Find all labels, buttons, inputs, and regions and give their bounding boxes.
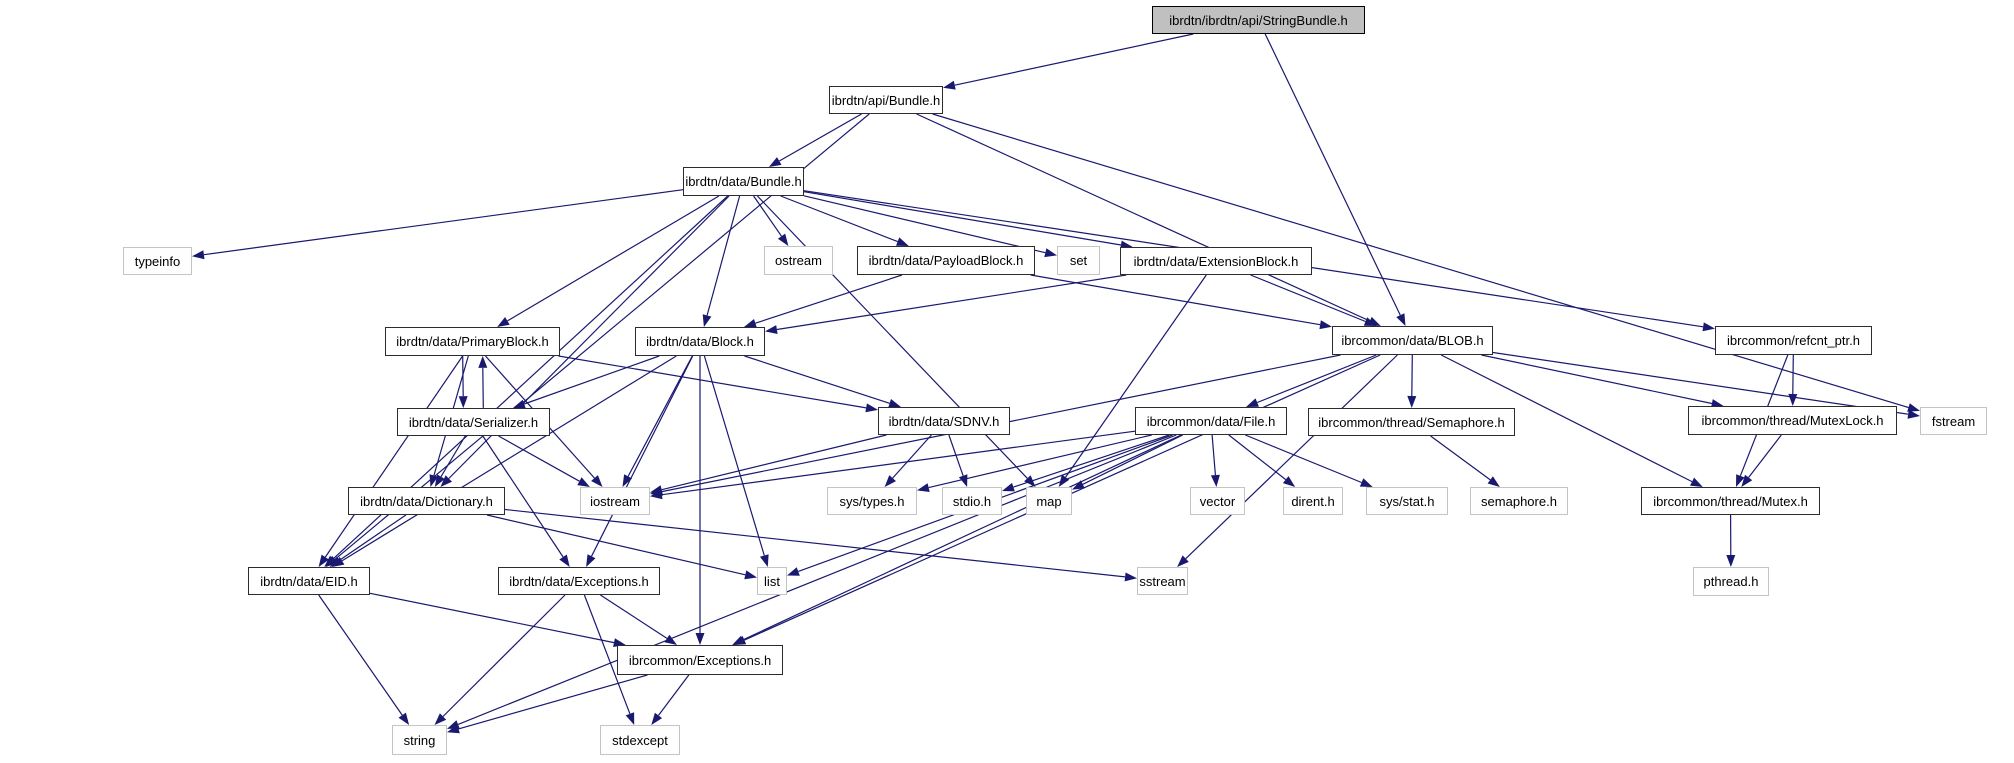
graph-node-refcnt[interactable]	[1715, 326, 1872, 355]
graph-edge-ExtensionBlock-to-Block	[765, 275, 1126, 334]
graph-edge-refcnt-to-MutexLock	[1788, 355, 1797, 406]
graph-edge-dataBundle-to-ExtensionBlock	[804, 192, 1133, 250]
graph-node-apiBundle[interactable]	[829, 86, 943, 114]
graph-node-label: ibrdtn/data/Exceptions.h	[509, 573, 649, 589]
graph-node-label: ibrdtn/data/PayloadBlock.h	[868, 253, 1024, 268]
graph-edge-SDNV-to-iostream	[650, 435, 886, 494]
graph-node-label: ibrcommon/thread/Mutex.h	[1653, 493, 1808, 509]
graph-node-pthreadh	[1693, 567, 1769, 596]
graph-node-label: string	[403, 732, 436, 748]
graph-node-label: ibrdtn/data/Dictionary.h	[360, 493, 493, 509]
graph-edge-dataBundle-to-ostream	[754, 196, 789, 246]
graph-node-iostream	[580, 487, 650, 515]
graph-node-label: fstream	[1931, 413, 1976, 429]
graph-edge-Block-to-iostream	[623, 356, 693, 487]
graph-edge-StringBundle-to-apiBundle	[943, 34, 1193, 90]
graph-node-label: stdio.h	[952, 493, 992, 509]
graph-node-stdexcept	[600, 725, 680, 755]
graph-node-semaphoreh	[1470, 487, 1568, 515]
graph-edge-Block-to-ibrcommonExceptions	[696, 356, 705, 645]
graph-node-label: ibrcommon/Exceptions.h	[628, 652, 772, 668]
graph-node-sysstat	[1366, 487, 1448, 515]
graph-node-label: ostream	[775, 253, 822, 268]
graph-node-label: ibrcommon/refcnt_ptr.h	[1727, 333, 1860, 348]
graph-node-Dictionary[interactable]	[348, 487, 505, 515]
graph-node-label: stdexcept	[612, 732, 668, 748]
graph-node-label: iostream	[590, 493, 640, 509]
graph-node-label: sys/stat.h	[1379, 493, 1435, 509]
graph-node-dataBundle[interactable]	[683, 167, 804, 196]
graph-edge-SDNV-to-systypes	[885, 435, 932, 487]
graph-node-label: sstream	[1139, 573, 1186, 589]
graph-node-set	[1057, 246, 1100, 275]
graph-node-sstream	[1137, 567, 1188, 595]
graph-node-label: ibrcommon/thread/Semaphore.h	[1318, 414, 1505, 430]
graph-node-label: ibrdtn/data/Block.h	[646, 334, 754, 349]
graph-node-PrimaryBlock[interactable]	[385, 327, 560, 356]
graph-node-EID[interactable]	[248, 567, 370, 595]
graph-edge-Block-to-list	[704, 356, 768, 567]
graph-edge-Block-to-Serializer	[513, 356, 659, 408]
graph-node-systypes	[827, 487, 917, 515]
graph-node-label: ibrcommon/data/BLOB.h	[1341, 333, 1484, 348]
graph-node-dataExceptions[interactable]	[498, 567, 660, 595]
graph-edge-dataExceptions-to-string	[435, 595, 566, 725]
graph-edge-PayloadBlock-to-Block	[744, 275, 902, 328]
graph-edge-BLOB-to-sstream	[1177, 355, 1397, 567]
graph-edge-Block-to-dataExceptions	[586, 356, 693, 567]
graph-edge-File-to-dirent	[1229, 435, 1295, 487]
graph-node-fstream	[1920, 407, 1987, 435]
graph-node-label: ibrdtn/data/PrimaryBlock.h	[396, 334, 549, 349]
graph-node-typeinfo	[123, 247, 192, 275]
graph-edge-dataBundle-to-PrimaryBlock	[497, 196, 719, 327]
graph-edge-File-to-vector	[1211, 435, 1220, 487]
graph-edge-ExtensionBlock-to-BLOB	[1251, 275, 1377, 326]
graph-edge-Mutex-to-pthreadh	[1726, 515, 1735, 567]
graph-node-label: typeinfo	[134, 253, 181, 269]
graph-edge-Block-to-EID	[332, 356, 676, 567]
graph-edge-ibrcommonExceptions-to-stdexcept	[651, 675, 689, 725]
graph-node-Mutex[interactable]	[1641, 487, 1820, 515]
graph-node-stdioh	[942, 487, 1002, 515]
graph-node-Block[interactable]	[635, 327, 765, 356]
graph-edge-MutexLock-to-Mutex	[1741, 435, 1781, 487]
graph-node-map	[1026, 487, 1072, 515]
graph-edge-Dictionary-to-EID	[330, 515, 406, 567]
graph-node-StringBundle	[1152, 6, 1365, 34]
graph-edge-Semaphore-to-semaphoreh	[1431, 436, 1500, 487]
graph-node-label: vector	[1199, 493, 1236, 509]
graph-node-ExtensionBlock[interactable]	[1120, 247, 1312, 275]
graph-node-PayloadBlock[interactable]	[857, 246, 1035, 275]
graph-edge-dataExceptions-to-ibrcommonExceptions	[600, 595, 677, 645]
graph-node-label: pthread.h	[1703, 574, 1759, 589]
graph-node-label: ibrcommon/thread/MutexLock.h	[1701, 413, 1884, 428]
graph-node-label: ibrdtn/ibrdtn/api/StringBundle.h	[1169, 12, 1348, 28]
graph-node-label: ibrcommon/data/File.h	[1146, 413, 1276, 429]
graph-edge-dataBundle-to-Block	[703, 196, 740, 327]
graph-node-ibrcommonExceptions[interactable]	[617, 645, 783, 675]
graph-edge-Block-to-SDNV	[745, 356, 902, 408]
graph-node-label: ibrdtn/data/Bundle.h	[685, 174, 802, 189]
graph-node-label: ibrdtn/data/SDNV.h	[888, 413, 1000, 429]
graph-node-label: ibrdtn/data/ExtensionBlock.h	[1133, 253, 1299, 269]
graph-node-label: ibrdtn/data/EID.h	[260, 573, 358, 589]
graph-node-File[interactable]	[1135, 407, 1287, 435]
graph-edge-ExtensionBlock-to-map	[1059, 275, 1207, 487]
graph-edge-BLOB-to-File	[1246, 355, 1376, 407]
graph-node-label: dirent.h	[1291, 493, 1335, 509]
graph-edge-dataBundle-to-typeinfo	[192, 190, 683, 260]
graph-node-Serializer[interactable]	[397, 408, 550, 436]
graph-edge-File-to-ibrcommonExceptions	[732, 435, 1181, 645]
graph-edge-PrimaryBlock-to-EID	[319, 356, 463, 567]
graph-node-dirent	[1283, 487, 1343, 515]
graph-edge-Serializer-to-PrimaryBlock	[478, 356, 487, 408]
graph-edge-BLOB-to-Semaphore	[1407, 355, 1416, 408]
graph-node-label: map	[1036, 493, 1062, 509]
graph-node-label: set	[1069, 253, 1088, 268]
graph-node-Semaphore[interactable]	[1308, 408, 1515, 436]
graph-node-label: sys/types.h	[839, 493, 905, 509]
graph-edge-dataBundle-to-map	[757, 196, 1035, 487]
graph-edge-EID-to-string	[319, 595, 409, 725]
graph-node-label: list	[764, 573, 780, 589]
graph-node-string	[392, 725, 447, 755]
graph-node-label: ibrdtn/data/Serializer.h	[408, 414, 539, 430]
graph-node-BLOB[interactable]	[1332, 326, 1493, 355]
graph-edge-apiBundle-to-BLOB	[917, 114, 1381, 326]
graph-node-SDNV[interactable]	[878, 407, 1010, 435]
graph-edge-Serializer-to-iostream	[499, 436, 590, 487]
graph-node-vector	[1190, 487, 1245, 515]
graph-node-MutexLock[interactable]	[1688, 406, 1897, 435]
graph-edge-File-to-sysstat	[1245, 435, 1372, 487]
graph-node-label: ibrdtn/api/Bundle.h	[831, 92, 941, 108]
graph-node-label: semaphore.h	[1481, 493, 1557, 509]
graph-node-ostream	[764, 246, 833, 275]
graph-node-list	[757, 567, 787, 595]
